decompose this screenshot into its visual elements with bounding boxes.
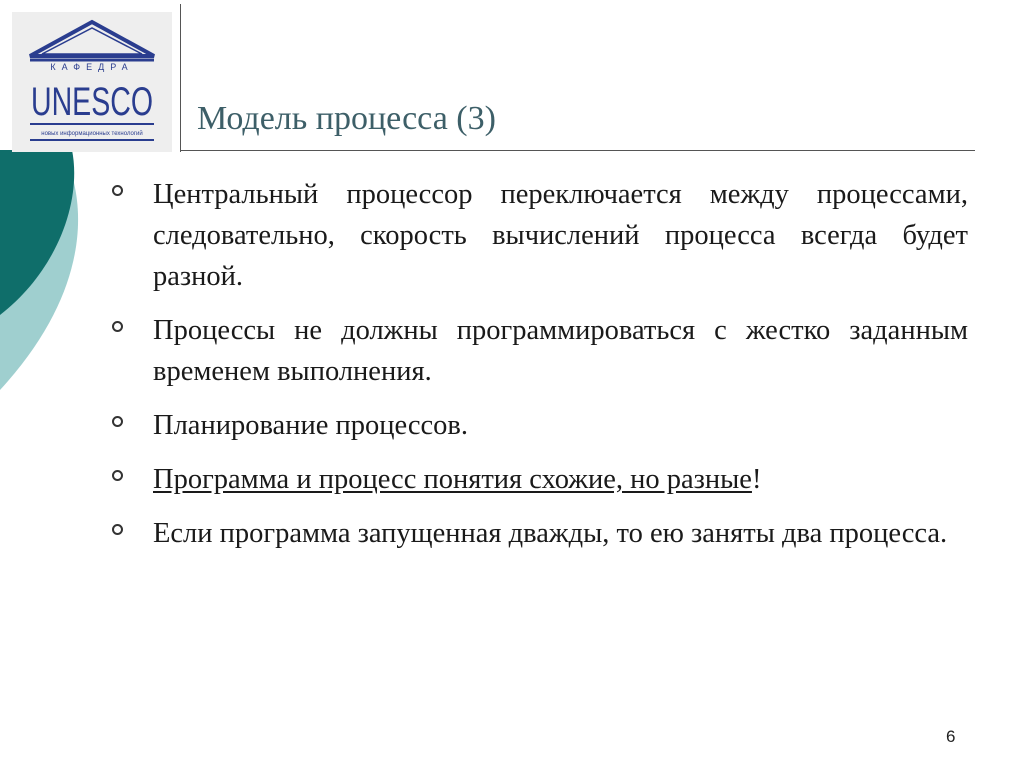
bullet-item <box>108 459 968 500</box>
bullet-list <box>108 174 968 567</box>
slide-title: Модель процесса (3) <box>197 100 496 137</box>
svg-text:КАФЕДРА: КАФЕДРА <box>50 62 134 72</box>
bullet-item <box>108 513 968 554</box>
circle-bullet-icon <box>112 321 123 332</box>
circle-bullet-icon <box>112 470 123 481</box>
bullet-item <box>108 405 968 446</box>
header-vertical-rule <box>180 4 181 152</box>
underlined-text: Программа и процесс понятия схожие, но разные <box>153 464 752 495</box>
bullet-item <box>108 174 968 297</box>
bullet-text: Центральный процессор переключается между процессами, следовательно, скорость вычислений процесса всегда будет разной. <box>153 179 968 292</box>
circle-bullet-icon <box>112 524 123 535</box>
unesco-logo <box>12 12 172 152</box>
bullet-text <box>153 459 968 500</box>
bullet-text: Если программа запущенная дважды, то ею заняты два процесса. <box>153 518 948 549</box>
circle-bullet-icon <box>112 416 123 427</box>
bullet-text: Планирование процессов. <box>153 410 468 441</box>
page-number: 6 <box>946 727 956 746</box>
svg-text:UNESCO: UNESCO <box>31 80 153 124</box>
bullet-text: Процессы не должны программироваться с жестко заданным временем выполнения. <box>153 315 968 387</box>
bullet-suffix: ! <box>751 464 762 495</box>
svg-text:новых информационных технологи: новых информационных технологий <box>41 131 143 137</box>
circle-bullet-icon <box>112 185 123 196</box>
header-horizontal-rule <box>180 150 975 151</box>
bullet-item <box>108 310 968 392</box>
